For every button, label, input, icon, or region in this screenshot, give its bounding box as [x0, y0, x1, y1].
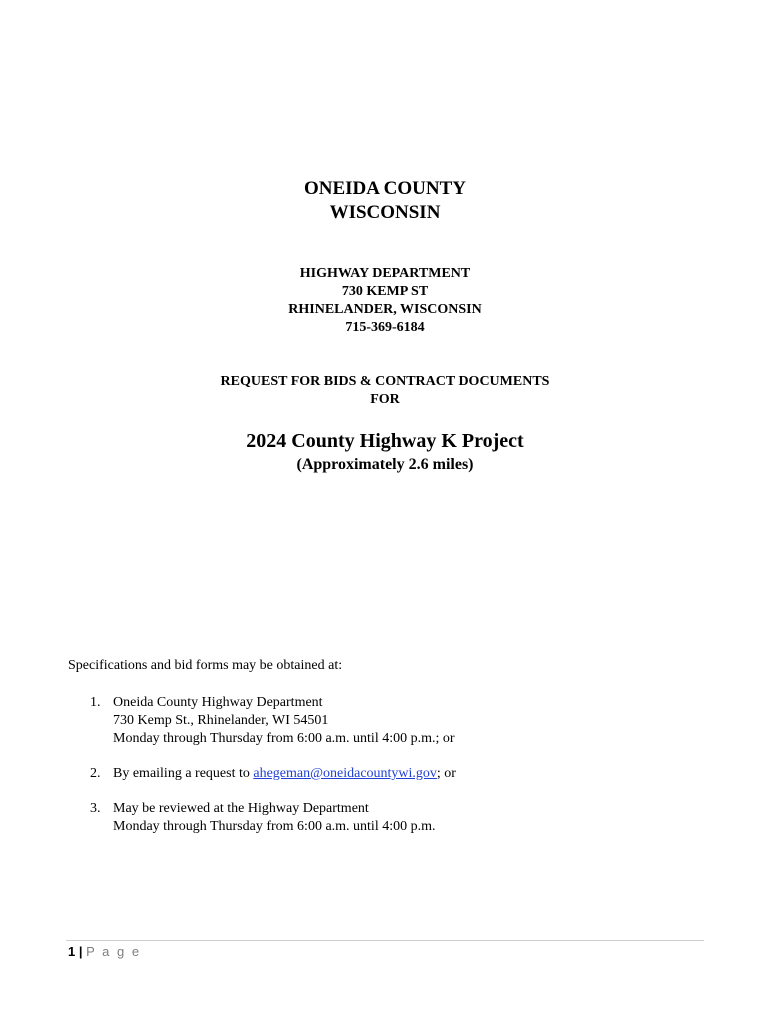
department-street: 730 KEMP ST	[341, 284, 429, 299]
list-item-number: 3.	[90, 801, 101, 816]
email-suffix-text: ; or	[436, 766, 456, 781]
request-line-2: FOR	[370, 392, 400, 407]
specifications-list	[68, 694, 708, 853]
email-prefix-text: By emailing a request to	[113, 766, 254, 781]
list-item-line: May be reviewed at the Highway Department	[113, 801, 369, 816]
department-city: RHINELANDER, WISCONSIN	[288, 302, 482, 317]
list-item-number: 1.	[90, 695, 101, 710]
list-item	[68, 694, 708, 748]
county-header	[0, 177, 770, 225]
department-phone: 715-369-6184	[345, 320, 425, 335]
list-item-line	[113, 765, 708, 783]
footer-page-number: 1	[68, 944, 76, 959]
list-item-number: 2.	[90, 766, 101, 781]
state-name: WISCONSIN	[329, 202, 441, 223]
list-item-line: 730 Kemp St., Rhinelander, WI 54501	[113, 713, 329, 728]
list-item-line: Monday through Thursday from 6:00 a.m. until 4:00 p.m.	[113, 819, 436, 834]
footer-divider	[66, 940, 704, 941]
list-item-line: Monday through Thursday from 6:00 a.m. until 4:00 p.m.; or	[113, 731, 455, 746]
list-item-line: Oneida County Highway Department	[113, 695, 323, 710]
request-line-1: REQUEST FOR BIDS & CONTRACT DOCUMENTS	[220, 374, 550, 389]
specifications-intro: Specifications and bid forms may be obtained at:	[68, 658, 343, 673]
footer-page-label: P a g e	[86, 944, 142, 959]
project-heading	[0, 428, 770, 476]
department-name: HIGHWAY DEPARTMENT	[299, 266, 471, 281]
request-heading	[0, 373, 770, 409]
county-name: ONEIDA COUNTY	[303, 178, 467, 199]
list-item	[68, 765, 708, 783]
email-link[interactable]: ahegeman@oneidacountywi.gov	[253, 766, 437, 781]
department-address	[0, 265, 770, 337]
footer-separator: |	[78, 944, 83, 959]
list-item	[68, 800, 708, 836]
project-title: 2024 County Highway K Project	[246, 430, 524, 452]
project-subtitle: (Approximately 2.6 miles)	[296, 456, 474, 473]
page-footer	[68, 943, 141, 961]
